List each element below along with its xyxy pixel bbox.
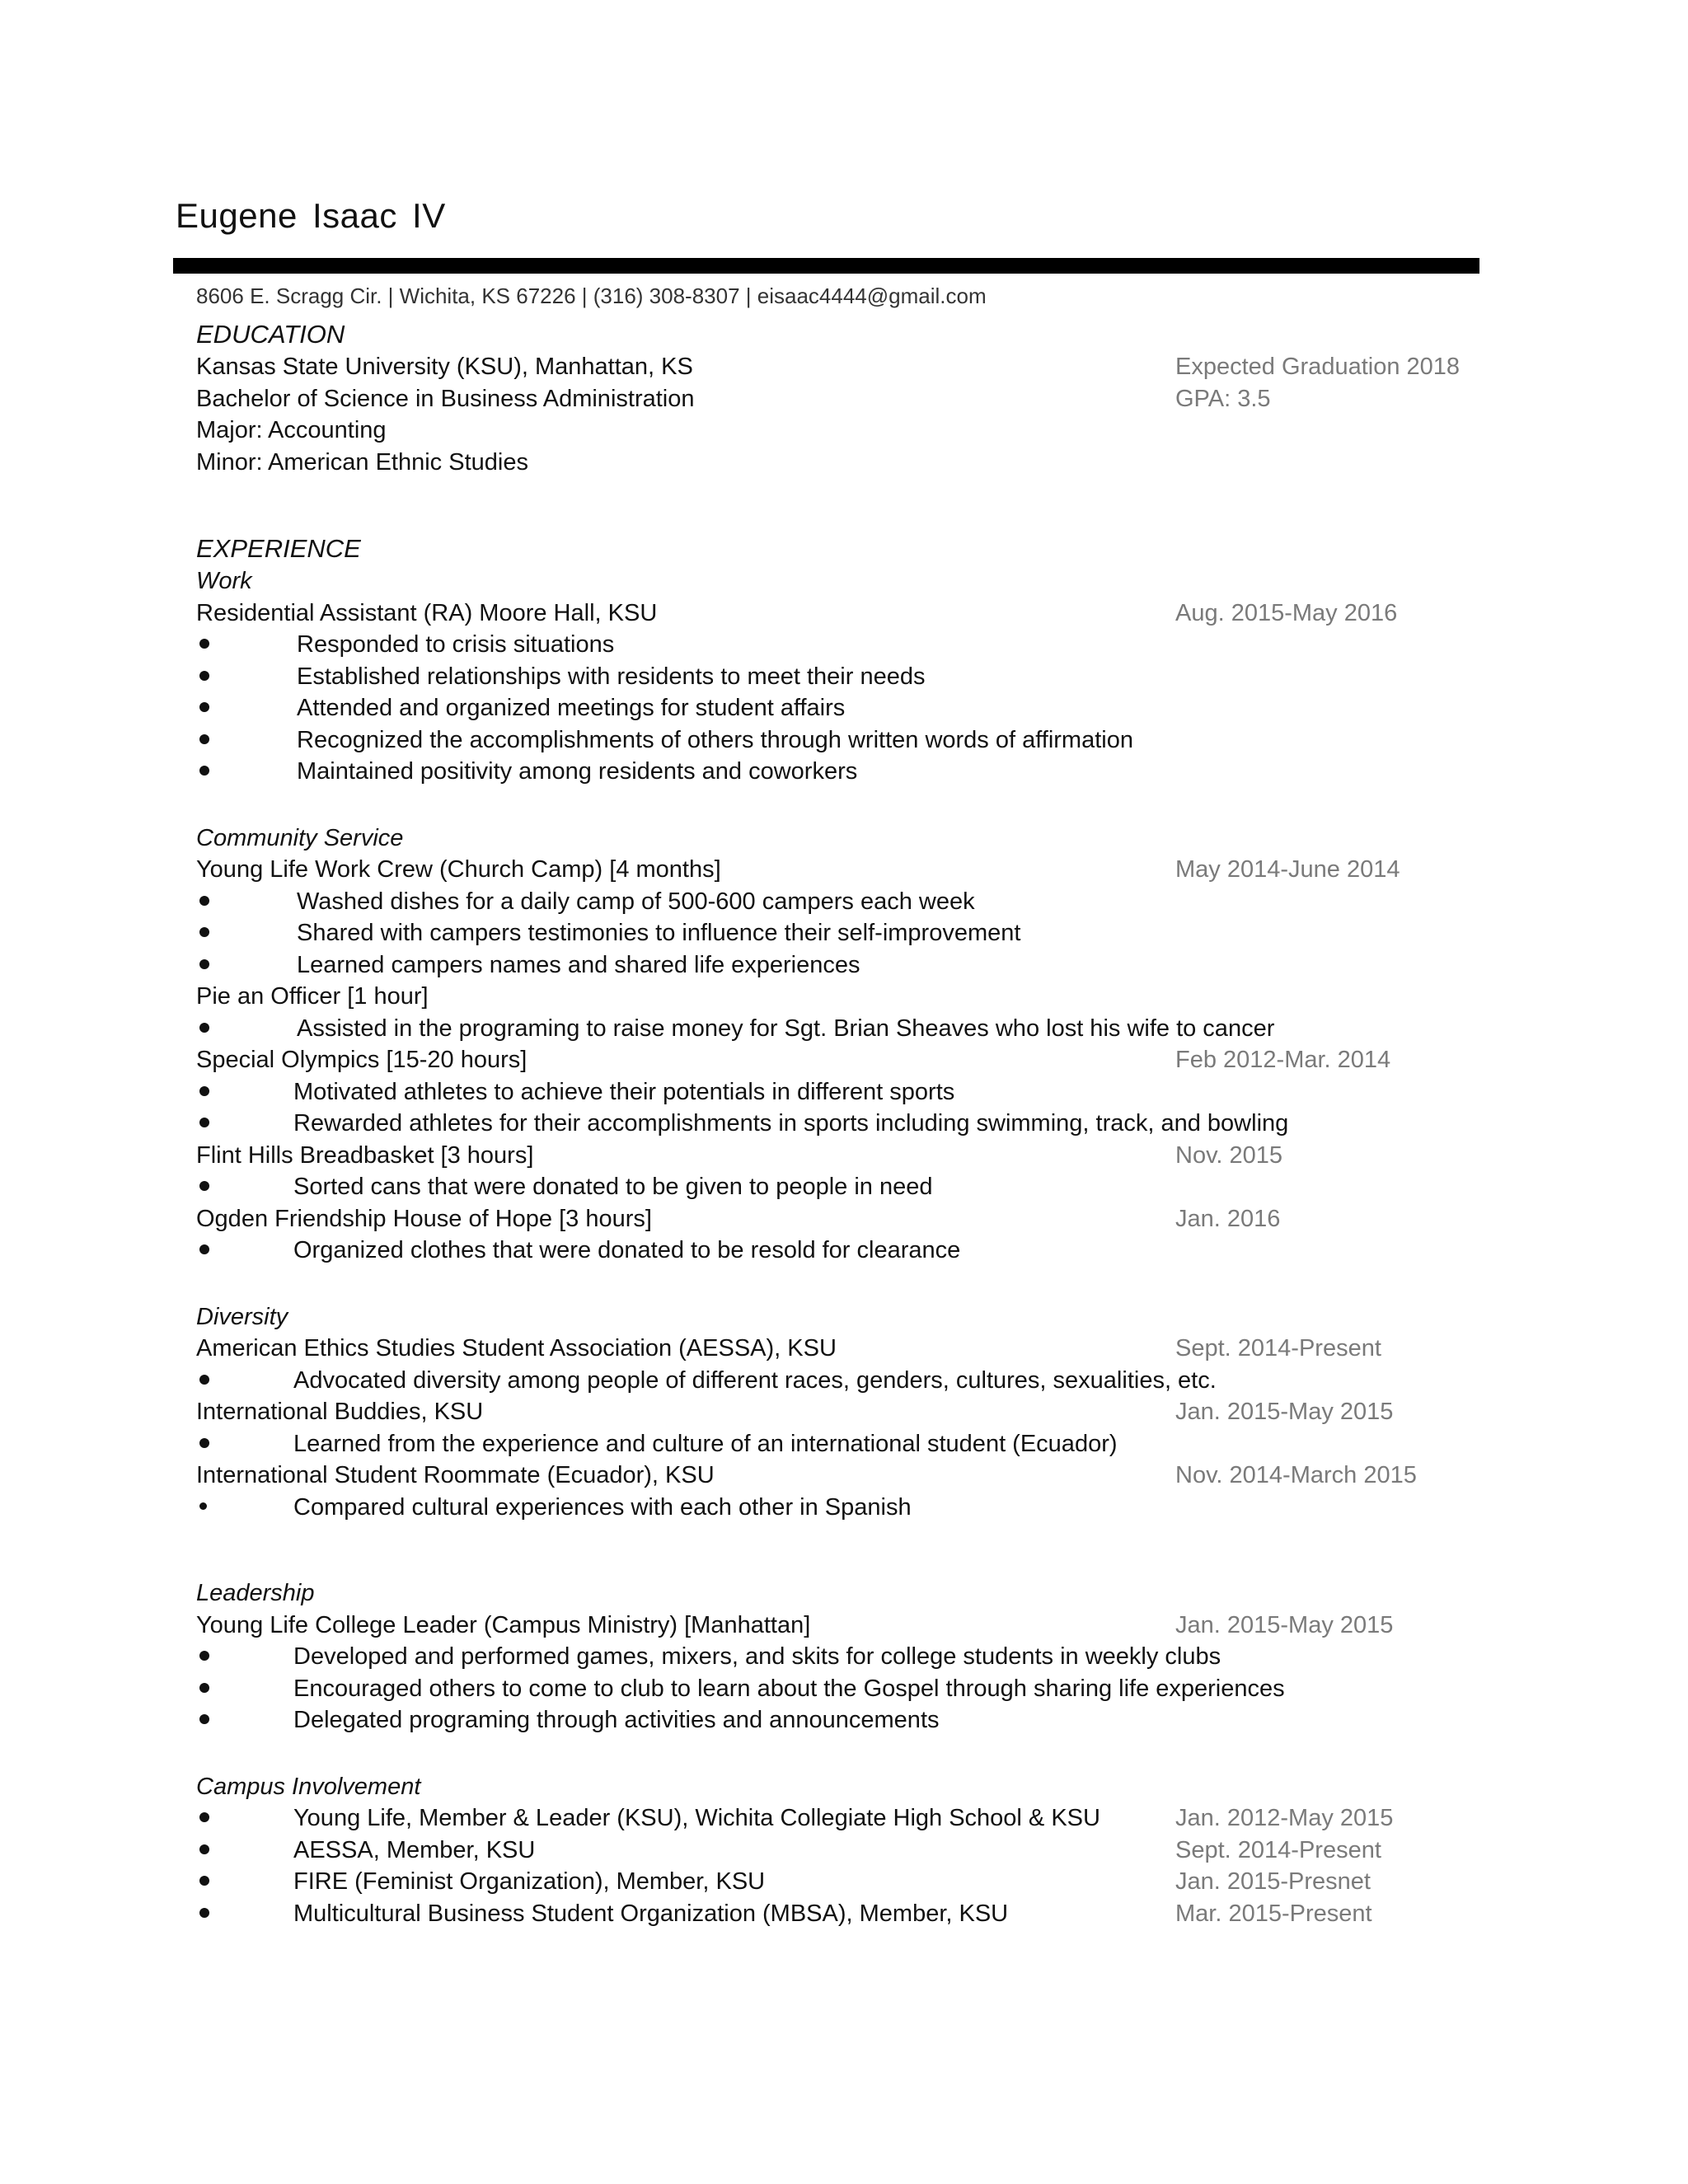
bullet-icon	[196, 949, 221, 982]
education-school: Kansas State University (KSU), Manhattan, KS	[196, 354, 693, 380]
bullet-text: Advocated diversity among people of different races, genders, cultures, sexualities, etc.	[293, 1366, 1217, 1394]
bullet-text: Shared with campers testimonies to influence their self-improvement	[297, 920, 1021, 946]
bullet-icon	[196, 917, 221, 949]
list-item	[196, 1235, 1482, 1267]
bullet-text: Recognized the accomplishments of others through written words of affirmation	[297, 726, 1133, 753]
contact-line: 8606 E. Scragg Cir. | Wichita, KS 67226 | (316) 308-8307 | eisaac4444@gmail.com	[196, 284, 987, 308]
bullet-text: Encouraged others to come to club to learn about the Gospel through sharing life experiences	[293, 1675, 1285, 1702]
diversity-heading: Diversity	[196, 1303, 288, 1330]
education-degree: Bachelor of Science in Business Administration	[196, 385, 695, 412]
bullet-text: Sorted cans that were donated to be given to people in need	[293, 1174, 933, 1200]
community-entry-title: Pie an Officer [1 hour]	[196, 983, 429, 1010]
bullet-icon	[196, 692, 221, 724]
bullet-text: Assisted in the programing to raise money for Sgt. Brian Sheaves who lost his wife to cancer	[297, 1015, 1275, 1042]
diversity-entry-title: International Buddies, KSU	[196, 1399, 484, 1425]
leadership-heading: Leadership	[196, 1580, 315, 1606]
community-entry-dates: May 2014-June 2014	[1175, 856, 1400, 883]
list-item	[196, 1835, 1482, 1867]
bullet-text: Maintained positivity among residents and coworkers	[297, 758, 858, 785]
bullet-text: Established relationships with residents to meet their needs	[297, 663, 926, 690]
bullet-icon	[196, 886, 221, 918]
list-item	[196, 661, 1482, 693]
resume-body	[196, 318, 1482, 1929]
bullet-text: AESSA, Member, KSU	[293, 1836, 536, 1863]
leadership-title: Young Life College Leader (Campus Ministry) [Manhattan]	[196, 1611, 811, 1638]
spacer	[196, 1523, 1482, 1577]
education-minor: Minor: American Ethnic Studies	[196, 448, 528, 476]
bullet-icon	[196, 629, 221, 661]
bullet-icon	[196, 1492, 221, 1524]
list-item	[196, 1365, 1482, 1397]
campus-item-dates: Sept. 2014-Present	[1175, 1836, 1381, 1863]
bullet-text: Rewarded athletes for their accomplishments in sports including swimming, track, and bowling	[293, 1110, 1289, 1137]
experience-heading: EXPERIENCE	[196, 534, 361, 563]
community-entry-title-row	[196, 1203, 1482, 1235]
bullet-icon	[196, 1013, 221, 1045]
bullet-text: Learned from the experience and culture of an international student (Ecuador)	[293, 1430, 1118, 1457]
list-item	[196, 724, 1482, 757]
list-item	[196, 756, 1482, 788]
bullet-text: Responded to crisis situations	[297, 631, 615, 658]
work-dates: Aug. 2015-May 2016	[1175, 599, 1398, 626]
bullet-icon	[196, 1365, 221, 1397]
bullet-icon	[196, 1802, 221, 1835]
list-item	[196, 1898, 1482, 1930]
community-entry-title: Special Olympics [15-20 hours]	[196, 1047, 528, 1073]
bullet-text: Developed and performed games, mixers, and skits for college students in weekly clubs	[293, 1643, 1221, 1670]
bullet-text: FIRE (Feminist Organization), Member, KSU	[293, 1868, 766, 1895]
list-item	[196, 1076, 1482, 1108]
education-graduation: Expected Graduation 2018	[1175, 354, 1461, 380]
bullet-icon	[196, 1235, 221, 1267]
bullet-icon	[196, 1076, 221, 1108]
bullet-icon	[196, 1866, 221, 1898]
bullet-text: Multicultural Business Student Organization (MBSA), Member, KSU	[293, 1900, 1009, 1927]
bullet-icon	[196, 1108, 221, 1140]
diversity-entry-title-row	[196, 1460, 1482, 1492]
bullet-icon	[196, 1704, 221, 1736]
list-item	[196, 949, 1482, 982]
bullet-text: Washed dishes for a daily camp of 500-600 campers each week	[297, 888, 975, 915]
bullet-icon	[196, 1673, 221, 1705]
campus-heading: Campus Involvement	[196, 1773, 421, 1800]
education-gpa: GPA: 3.5	[1175, 385, 1271, 412]
spacer	[196, 1736, 1482, 1771]
bullet-text: Attended and organized meetings for student affairs	[297, 695, 846, 721]
work-title-row	[196, 598, 1482, 630]
leadership-title-row	[196, 1610, 1482, 1642]
bullet-icon	[196, 1835, 221, 1867]
list-item	[196, 1108, 1482, 1140]
education-degree-row	[196, 383, 1482, 415]
list-item	[196, 692, 1482, 724]
list-item	[196, 1641, 1482, 1673]
campus-item-dates: Jan. 2012-May 2015	[1175, 1805, 1394, 1831]
campus-item-dates: Mar. 2015-Present	[1175, 1900, 1372, 1927]
diversity-entry-title: American Ethics Studies Student Association (AESSA), KSU	[196, 1335, 837, 1361]
list-item	[196, 886, 1482, 918]
diversity-entry-dates: Nov. 2014-March 2015	[1175, 1462, 1417, 1488]
applicant-name: Eugene Isaac IV	[176, 196, 446, 235]
community-entry-dates: Feb 2012-Mar. 2014	[1175, 1047, 1391, 1073]
list-item	[196, 1802, 1482, 1835]
community-entry-title-row	[196, 981, 1482, 1013]
bullet-icon	[196, 661, 221, 693]
bullet-text: Learned campers names and shared life experiences	[297, 951, 860, 978]
education-heading: EDUCATION	[196, 320, 345, 349]
bullet-text: Organized clothes that were donated to be resold for clearance	[293, 1237, 961, 1263]
spacer	[196, 478, 1482, 532]
list-item	[196, 1013, 1482, 1045]
bullet-icon	[196, 1171, 221, 1203]
community-entry-title: Ogden Friendship House of Hope [3 hours]	[196, 1205, 652, 1232]
work-heading: Work	[196, 568, 252, 594]
bullet-icon	[196, 1898, 221, 1930]
list-item	[196, 1704, 1482, 1736]
bullet-text: Delegated programing through activities and announcements	[293, 1707, 940, 1733]
list-item	[196, 917, 1482, 949]
community-entry-title: Flint Hills Breadbasket [3 hours]	[196, 1141, 534, 1169]
community-entry-title-row	[196, 854, 1482, 886]
community-entry-title-row	[196, 1140, 1482, 1172]
spacer	[196, 1267, 1482, 1301]
bullet-icon	[196, 724, 221, 757]
community-entry-dates: Jan. 2016	[1175, 1205, 1281, 1232]
community-entry-title: Young Life Work Crew (Church Camp) [4 months]	[196, 856, 721, 883]
community-entry-title-row	[196, 1044, 1482, 1076]
bullet-text: Young Life, Member & Leader (KSU), Wichita Collegiate High School & KSU	[293, 1805, 1100, 1831]
education-school-row	[196, 351, 1482, 383]
leadership-dates: Jan. 2015-May 2015	[1175, 1611, 1394, 1638]
list-item	[196, 1428, 1482, 1460]
list-item	[196, 1492, 1482, 1524]
list-item	[196, 1171, 1482, 1203]
education-major: Major: Accounting	[196, 417, 387, 443]
spacer	[196, 788, 1482, 823]
bullet-icon	[196, 756, 221, 788]
bullet-text: Compared cultural experiences with each other in Spanish	[293, 1493, 912, 1521]
campus-item-dates: Jan. 2015-Presnet	[1175, 1868, 1371, 1895]
work-title: Residential Assistant (RA) Moore Hall, KSU	[196, 599, 658, 626]
diversity-entry-dates: Sept. 2014-Present	[1175, 1335, 1381, 1361]
diversity-entry-title-row	[196, 1333, 1482, 1365]
list-item	[196, 1673, 1482, 1705]
header-divider	[173, 258, 1479, 274]
diversity-entry-title: International Student Roommate (Ecuador), KSU	[196, 1462, 715, 1488]
bullet-text: Motivated athletes to achieve their potentials in different sports	[293, 1078, 955, 1105]
diversity-entry-dates: Jan. 2015-May 2015	[1175, 1399, 1394, 1425]
community-entry-dates: Nov. 2015	[1175, 1141, 1283, 1169]
list-item	[196, 629, 1482, 661]
bullet-icon	[196, 1428, 221, 1460]
bullet-icon	[196, 1641, 221, 1673]
community-heading: Community Service	[196, 824, 404, 851]
diversity-entry-title-row	[196, 1396, 1482, 1428]
list-item	[196, 1866, 1482, 1898]
